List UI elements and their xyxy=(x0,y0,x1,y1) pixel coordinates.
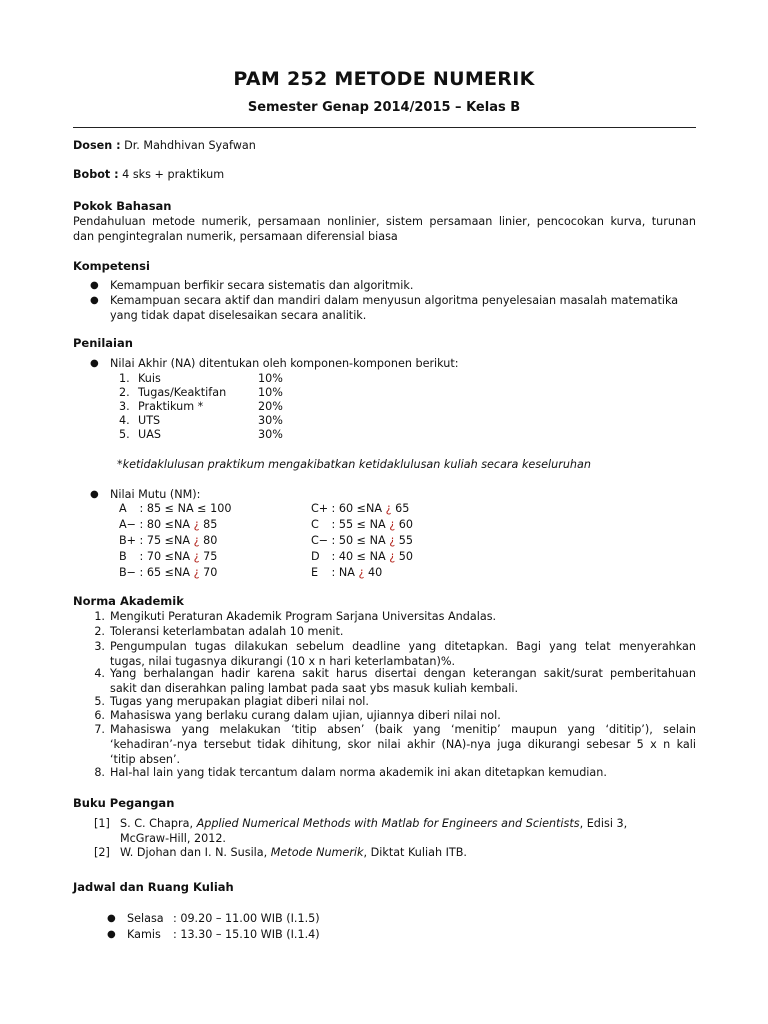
grade-mark: ¿ xyxy=(193,518,200,531)
grade-letter: D xyxy=(311,550,320,563)
pokok-bahasan-line-1: Pendahuluan metode numerik, persamaan nonlinier, sistem persamaan linier, pencocokan kurva, turunan xyxy=(73,215,696,228)
course-subtitle: Semester Genap 2014/2015 – Kelas B xyxy=(247,100,521,115)
component-weight: 10% xyxy=(258,372,283,385)
norma-text: sakit dan diserahkan paling lambat pada saat ybs masuk kuliah kembali. xyxy=(110,682,519,695)
na-intro: Nilai Akhir (NA) ditentukan oleh komponen-komponen berikut: xyxy=(110,357,459,370)
grade-bound: 60 xyxy=(395,518,413,531)
norma-number: 7. xyxy=(94,723,105,736)
norma-item xyxy=(94,694,369,709)
nm-intro: Nilai Mutu (NM): xyxy=(110,488,201,501)
reference-title: Applied Numerical Methods with Matlab for Engineers and Scientists xyxy=(196,817,580,830)
grade-mark: ¿ xyxy=(358,566,365,579)
reference-author: W. Djohan dan I. N. Susila, xyxy=(120,846,271,859)
component-name: UAS xyxy=(138,428,161,441)
praktikum-note: *ketidaklulusan praktikum mengakibatkan ketidaklulusan kuliah secara keseluruhan xyxy=(117,458,591,471)
grade-row xyxy=(119,565,217,580)
component-weight: 10% xyxy=(258,386,283,399)
norma-text: Mahasiswa yang melakukan ‘titip absen’ (baik yang ‘menitip’ maupun yang ‘dititip’), selain xyxy=(110,723,696,736)
schedule-day: Kamis xyxy=(127,928,161,941)
pokok-bahasan-line-2: dan pengintegralan numerik, persamaan diferensial biasa xyxy=(73,230,398,243)
kompetensi-heading: Kompetensi xyxy=(73,259,150,273)
grade-range: : 70 ≤NA xyxy=(136,550,194,563)
component-weight: 30% xyxy=(258,428,283,441)
grade-letter: A xyxy=(119,502,127,515)
grade-letter: C+ xyxy=(311,502,329,515)
reference-author: S. C. Chapra, xyxy=(120,817,197,830)
grade-bound: 75 xyxy=(199,550,218,563)
grade-row xyxy=(311,533,413,548)
grade-mark: ¿ xyxy=(389,518,396,531)
dosen-value: Dr. Mahdhivan Syafwan xyxy=(120,139,256,152)
component-row xyxy=(119,399,283,414)
bullet-icon: ● xyxy=(107,929,116,940)
jadwal-heading: Jadwal dan Ruang Kuliah xyxy=(73,880,234,894)
kompetensi-item-text: yang tidak dapat diselesaikan secara analitik. xyxy=(110,309,367,322)
norma-number: 4. xyxy=(94,667,105,680)
grade-row xyxy=(311,517,413,532)
grade-bound: 80 xyxy=(199,534,218,547)
reference-detail: , Diktat Kuliah ITB. xyxy=(363,846,467,859)
grade-bound: 40 xyxy=(364,566,383,579)
norma-heading: Norma Akademik xyxy=(73,594,184,608)
course-title: PAM 252 METODE NUMERIK xyxy=(233,68,535,90)
reference-publisher: McGraw-Hill, 2012. xyxy=(120,832,226,845)
schedule-time: : 13.30 – 15.10 WIB (I.1.4) xyxy=(173,928,320,941)
grade-row xyxy=(119,549,217,564)
component-name: Praktikum * xyxy=(138,400,204,413)
norma-item xyxy=(94,624,344,639)
norma-number: 2. xyxy=(94,625,105,638)
bullet-icon: ● xyxy=(107,913,116,924)
norma-text: Toleransi keterlambatan adalah 10 menit. xyxy=(110,625,344,638)
grade-bound: 85 xyxy=(199,518,218,531)
component-row xyxy=(119,371,283,386)
grade-range: : 80 ≤NA xyxy=(136,518,194,531)
grade-mark: ¿ xyxy=(389,534,396,547)
bobot-label: Bobot : xyxy=(73,168,119,181)
kompetensi-item xyxy=(90,293,696,323)
norma-text: ‘kehadiran’-nya tersebut tidak dihitung, skor nilai akhir (NA)-nya juga dikurangi sebesar 5 x n kali xyxy=(110,738,696,751)
grade-letter: C xyxy=(311,518,319,531)
grade-letter: C− xyxy=(311,534,329,547)
norma-item xyxy=(94,708,501,723)
norma-item xyxy=(94,639,696,669)
norma-text: Pengumpulan tugas dilakukan sebelum deadline yang ditetapkan. Bagi yang telat menyerahkan xyxy=(110,640,696,653)
reference-detail: , Edisi 3, xyxy=(579,817,628,830)
schedule-time: : 09.20 – 11.00 WIB (I.1.5) xyxy=(173,912,320,925)
nm-bullet xyxy=(90,487,201,502)
component-weight: 20% xyxy=(258,400,283,413)
component-number: 4. xyxy=(119,414,130,427)
norma-number: 6. xyxy=(94,709,105,722)
grade-range: : 75 ≤NA xyxy=(136,534,194,547)
bullet-icon: ● xyxy=(90,358,99,369)
grade-bound: 70 xyxy=(199,566,218,579)
na-bullet xyxy=(90,356,459,371)
schedule-item xyxy=(107,911,320,926)
component-row xyxy=(119,413,283,428)
grade-range: : 60 ≤NA xyxy=(328,502,386,515)
component-row xyxy=(119,385,283,400)
component-weight: 30% xyxy=(258,414,283,427)
reference-number: [1] xyxy=(94,817,110,830)
buku-heading: Buku Pegangan xyxy=(73,796,175,810)
component-row xyxy=(119,427,283,442)
grade-letter: E xyxy=(311,566,319,579)
schedule-item xyxy=(107,927,320,942)
norma-item xyxy=(94,609,497,624)
grade-letter: A− xyxy=(119,518,137,531)
grade-range: : 40 ≤ NA xyxy=(328,550,390,563)
grade-bound: 50 xyxy=(395,550,413,563)
component-number: 2. xyxy=(119,386,130,399)
norma-item xyxy=(94,666,696,696)
reference-item xyxy=(94,845,696,860)
grade-row xyxy=(119,517,217,532)
kompetensi-item-text: Kemampuan berfikir secara sistematis dan algoritmik. xyxy=(110,279,414,292)
reference-title: Metode Numerik xyxy=(270,846,364,859)
norma-text: tugas, nilai tugasnya dikurangi (10 x n hari keterlambatan)%. xyxy=(110,655,456,668)
bobot-value: 4 sks + praktikum xyxy=(118,168,225,181)
schedule-day: Selasa xyxy=(127,912,164,925)
kompetensi-item xyxy=(90,278,414,293)
grade-mark: ¿ xyxy=(385,502,392,515)
bullet-icon: ● xyxy=(90,280,99,291)
component-number: 3. xyxy=(119,400,130,413)
header-divider xyxy=(73,127,696,128)
norma-number: 3. xyxy=(94,640,105,653)
bobot-line xyxy=(73,167,224,182)
reference-item xyxy=(94,816,696,846)
reference-number: [2] xyxy=(94,846,110,859)
norma-number: 8. xyxy=(94,766,105,779)
component-name: Tugas/Keaktifan xyxy=(138,386,227,399)
grade-mark: ¿ xyxy=(193,566,200,579)
component-number: 1. xyxy=(119,372,130,385)
grade-mark: ¿ xyxy=(389,550,396,563)
norma-item xyxy=(94,765,607,780)
norma-text: Hal-hal lain yang tidak tercantum dalam norma akademik ini akan ditetapkan kemudian. xyxy=(110,766,607,779)
grade-bound: 65 xyxy=(391,502,410,515)
grade-bound: 55 xyxy=(395,534,413,547)
grade-letter: B xyxy=(119,550,127,563)
grade-range: : 55 ≤ NA xyxy=(328,518,390,531)
norma-item xyxy=(94,722,696,767)
grade-row xyxy=(311,565,382,580)
norma-text: Mengikuti Peraturan Akademik Program Sarjana Universitas Andalas. xyxy=(110,610,497,623)
grade-range: : 65 ≤NA xyxy=(136,566,194,579)
grade-row xyxy=(311,501,409,516)
norma-text: Tugas yang merupakan plagiat diberi nilai nol. xyxy=(110,695,369,708)
kompetensi-item-text: Kemampuan secara aktif dan mandiri dalam menyusun algoritma penyelesaian masalah matematika xyxy=(110,294,679,307)
component-name: Kuis xyxy=(138,372,161,385)
grade-mark: ¿ xyxy=(193,550,200,563)
dosen-line xyxy=(73,138,256,153)
grade-mark: ¿ xyxy=(193,534,200,547)
bullet-icon: ● xyxy=(90,489,99,500)
norma-number: 5. xyxy=(94,695,105,708)
component-number: 5. xyxy=(119,428,130,441)
grade-range: : 85 ≤ NA ≤ 100 xyxy=(136,502,232,515)
penilaian-heading: Penilaian xyxy=(73,336,133,350)
dosen-label: Dosen : xyxy=(73,139,121,152)
component-name: UTS xyxy=(138,414,161,427)
grade-letter: B− xyxy=(119,566,137,579)
norma-number: 1. xyxy=(94,610,105,623)
grade-range: : 50 ≤ NA xyxy=(328,534,390,547)
grade-row xyxy=(119,501,231,516)
bullet-icon: ● xyxy=(90,295,99,306)
norma-text: Yang berhalangan hadir karena sakit harus disertai dengan keterangan sakit/surat pemberitahuan xyxy=(110,667,696,680)
grade-letter: B+ xyxy=(119,534,137,547)
grade-range: : NA xyxy=(328,566,359,579)
norma-text: ‘titip absen’. xyxy=(110,753,181,766)
grade-row xyxy=(311,549,413,564)
norma-text: Mahasiswa yang berlaku curang dalam ujian, ujiannya diberi nilai nol. xyxy=(110,709,501,722)
pokok-bahasan-heading: Pokok Bahasan xyxy=(73,199,172,213)
grade-row xyxy=(119,533,217,548)
